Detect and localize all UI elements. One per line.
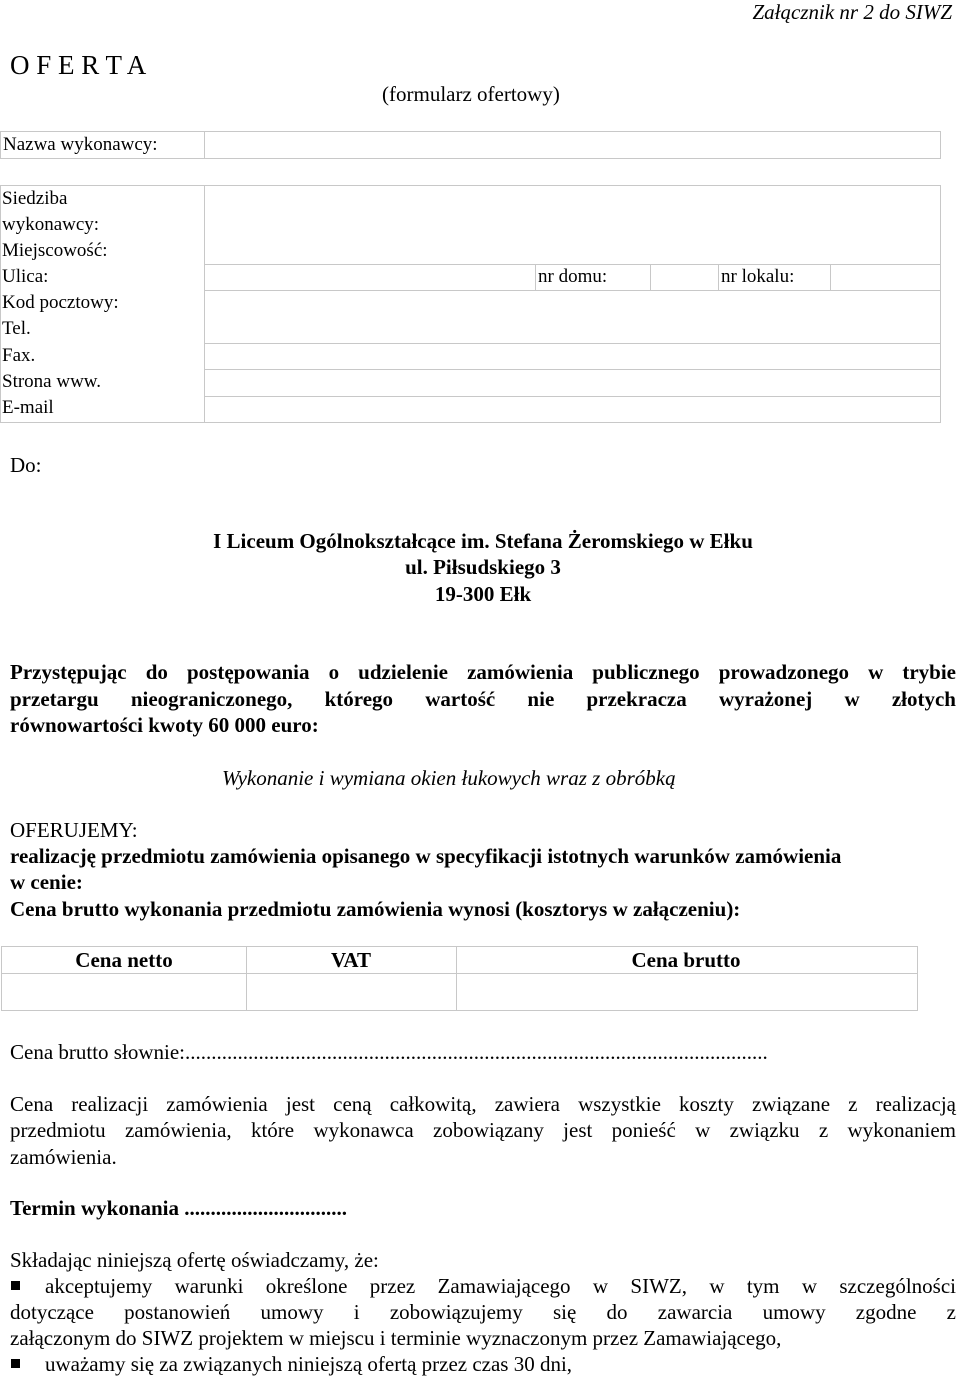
- price-vat-field[interactable]: [246, 973, 455, 1009]
- recipient-city: 19-300 Ełk: [434, 582, 532, 606]
- to-label: Do:: [10, 453, 42, 477]
- deadline-line[interactable]: Termin wykonania ...............................: [10, 1196, 348, 1220]
- price-header-net: Cena netto: [75, 948, 173, 972]
- bullet-icon: [11, 1281, 20, 1290]
- offer-heading: OFERUJEMY:: [10, 818, 138, 842]
- fax-label: Fax.: [2, 345, 36, 366]
- offer-line-2: w cenie:: [10, 870, 83, 894]
- email-label: E-mail: [2, 397, 54, 418]
- postal-code-field[interactable]: [204, 291, 940, 317]
- bullet-icon: [11, 1359, 20, 1368]
- recipient-street: ul. Piłsudskiego 3: [405, 555, 561, 579]
- intro-line-2: przetargu nieograniczonego, którego wartość nie przekracza wyrażonej w złotych: [10, 687, 956, 711]
- postal-code-label: Kod pocztowy:: [2, 292, 119, 313]
- price-net-field[interactable]: [2, 973, 245, 1009]
- contractor-name-field[interactable]: [204, 132, 940, 158]
- price-gross-field[interactable]: [456, 973, 917, 1009]
- page-subtitle: (formularz ofertowy): [382, 82, 560, 106]
- tel-label: Tel.: [2, 318, 31, 339]
- order-subject: Wykonanie i wymiana okien łukowych wraz z obróbką: [222, 766, 676, 790]
- price-in-words-line[interactable]: Cena brutto słownie:...............................................................................................................: [10, 1040, 768, 1064]
- street-field[interactable]: [204, 265, 534, 290]
- price-header-gross: Cena brutto: [631, 948, 741, 972]
- declaration-1-line-1: akceptujemy warunki określone przez Zamawiającego w SIWZ, w tym w szczególności: [45, 1274, 956, 1298]
- street-label: Ulica:: [2, 266, 49, 287]
- price-note-line-2: przedmiotu zamówienia, które wykonawca zobowiązany jest ponieść w związku z wykonaniem: [10, 1118, 956, 1142]
- city-label: Miejscowość:: [2, 240, 108, 261]
- offer-line-3: Cena brutto wykonania przedmiotu zamówienia wynosi (kosztorys w załączeniu):: [10, 897, 741, 921]
- contractor-name-label: Nazwa wykonawcy:: [3, 134, 158, 155]
- house-no-field[interactable]: [651, 265, 717, 290]
- email-field[interactable]: [204, 397, 940, 422]
- declaration-1-line-3: załączonym do SIWZ projektem w miejscu i terminie wyznaczonym przez Zamawiającego,: [10, 1326, 782, 1350]
- offer-line-1: realizację przedmiotu zamówienia opisanego w specyfikacji istotnych warunków zamówienia: [10, 844, 842, 868]
- tel-field[interactable]: [204, 317, 940, 343]
- seat-label-2: wykonawcy:: [2, 214, 100, 235]
- price-note-line-3: zamówienia.: [10, 1145, 117, 1169]
- price-note-line-1: Cena realizacji zamówienia jest ceną całkowitą, zawiera wszystkie koszty związane z realizacją: [10, 1092, 956, 1116]
- seat-label-1: Siedziba: [2, 188, 68, 209]
- city-field[interactable]: [204, 238, 940, 264]
- intro-line-1: Przystępując do postępowania o udzielenie zamówienia publicznego prowadzonego w trybie: [10, 660, 956, 684]
- www-label: Strona www.: [2, 371, 102, 392]
- declaration-2: uważamy się za związanych niniejszą ofertą przez czas 30 dni,: [45, 1352, 573, 1376]
- www-field[interactable]: [204, 370, 940, 396]
- unit-no-field[interactable]: [831, 265, 940, 290]
- fax-field[interactable]: [204, 344, 940, 369]
- declaration-1-line-2: dotyczące postanowień umowy i zobowiązujemy się do zawarcia umowy zgodne z: [10, 1300, 956, 1324]
- recipient-name: I Liceum Ogólnokształcące im. Stefana Żeromskiego w Ełku: [213, 529, 753, 553]
- attachment-label: Załącznik nr 2 do SIWZ: [752, 0, 952, 24]
- price-header-vat: VAT: [330, 948, 372, 972]
- unit-no-label: nr lokalu:: [721, 266, 795, 287]
- declarations-intro: Składając niniejszą ofertę oświadczamy, że:: [10, 1248, 379, 1272]
- intro-line-3: równowartości kwoty 60 000 euro:: [10, 713, 319, 737]
- page-title: O F E R T A: [10, 50, 147, 80]
- house-no-label: nr domu:: [538, 266, 608, 287]
